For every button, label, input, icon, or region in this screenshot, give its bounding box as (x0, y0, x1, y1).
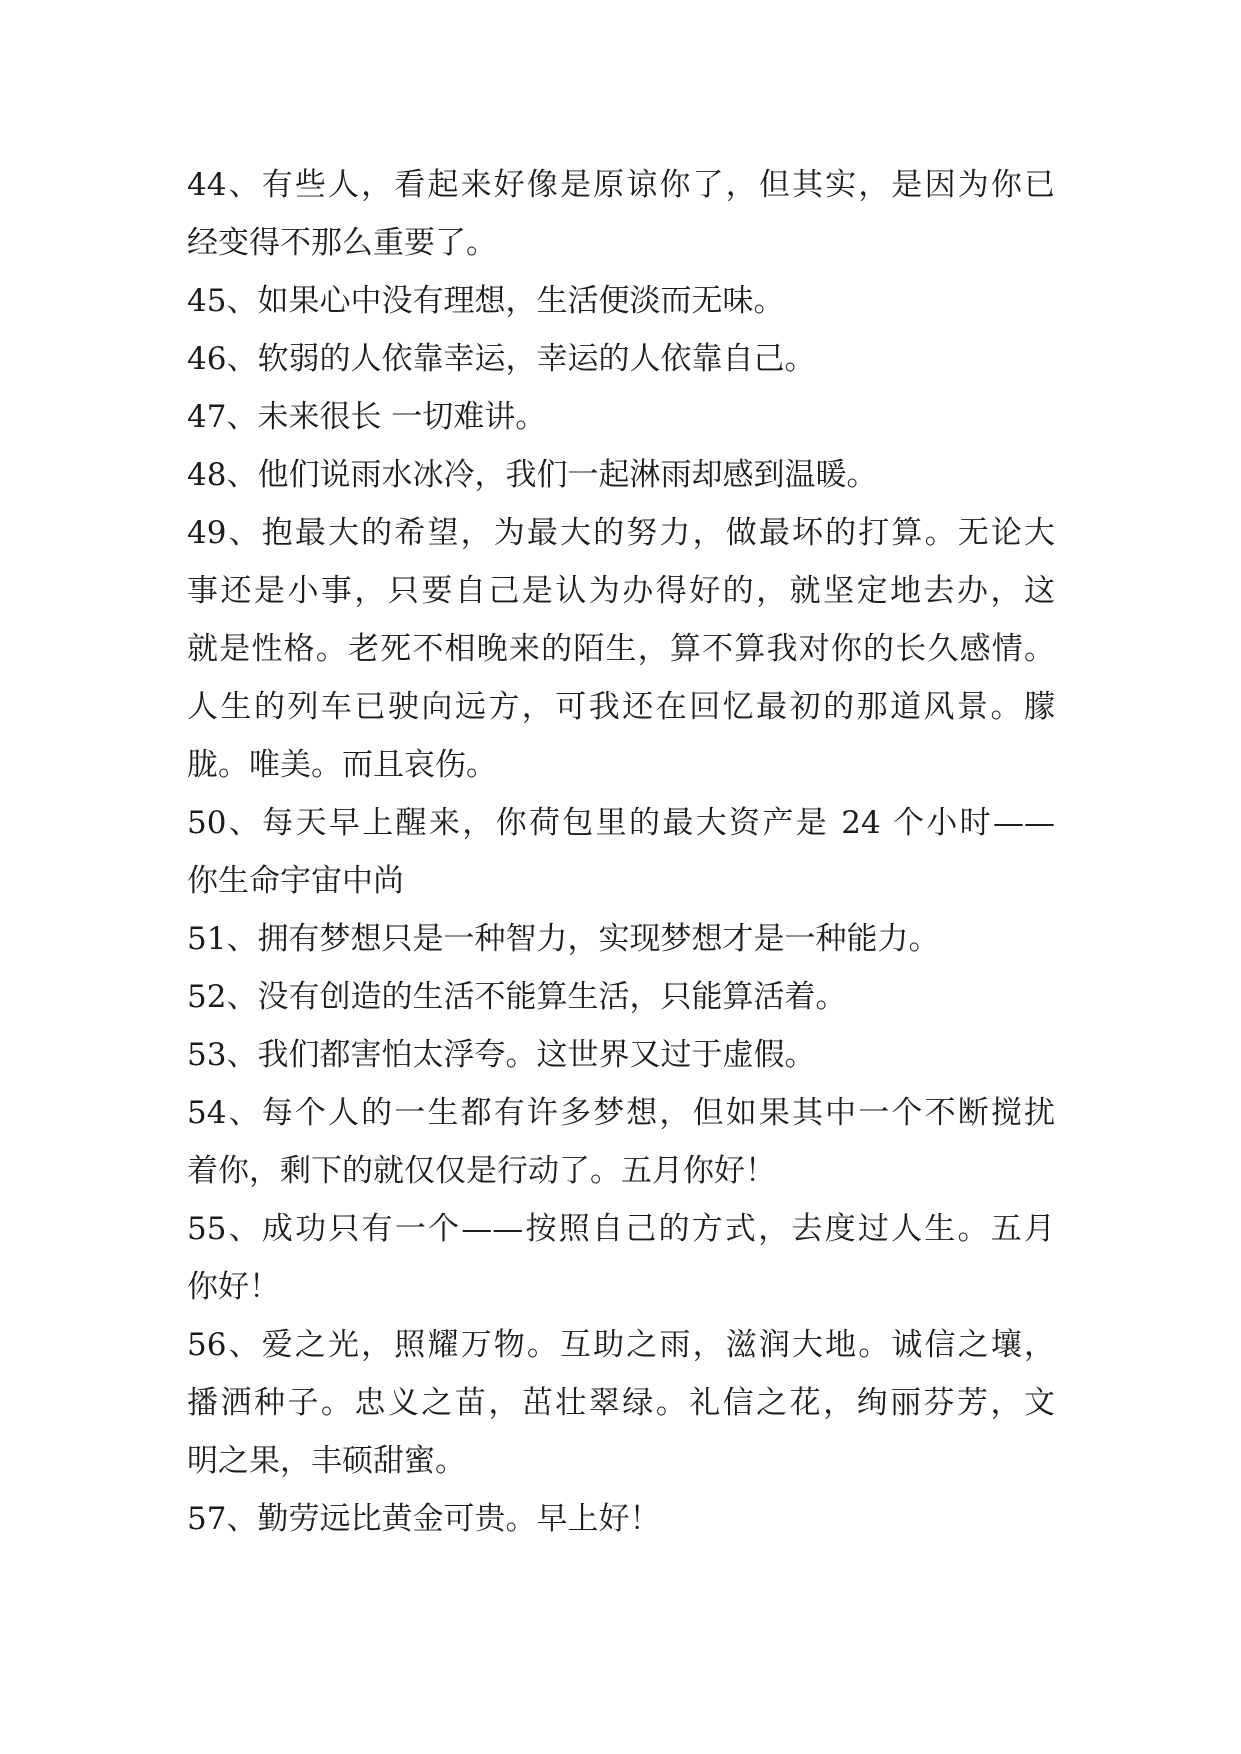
text-line: 53、我们都害怕太浮夸。这世界又过于虚假。 (187, 1037, 816, 1073)
text-line: 50、每天早上醒来，你荷包里的最大资产是 24 个小时—— (187, 805, 1055, 841)
text-line: 人生的列车已驶向远方，可我还在回忆最初的那道风景。朦 (187, 689, 1055, 725)
text-line: 45、如果心中没有理想，生活便淡而无味。 (187, 283, 785, 319)
text-line: 你生命宇宙中尚 (187, 863, 404, 899)
paragraph (187, 794, 1055, 910)
text-line: 明之果，丰硕甜蜜。 (187, 1443, 466, 1479)
text-line: 胧。唯美。而且哀伤。 (187, 747, 497, 783)
text-line: 46、软弱的人依靠幸运，幸运的人依靠自己。 (187, 341, 816, 377)
paragraph (187, 272, 1055, 330)
text-line: 经变得不那么重要了。 (187, 225, 497, 261)
text-line: 49、抱最大的希望，为最大的努力，做最坏的打算。无论大 (187, 515, 1055, 551)
text-line: 事还是小事，只要自己是认为办得好的，就坚定地去办，这 (187, 573, 1055, 609)
text-line: 着你，剩下的就仅仅是行动了。五月你好！ (187, 1153, 776, 1189)
paragraph (187, 1026, 1055, 1084)
paragraph (187, 1316, 1055, 1490)
paragraph (187, 1490, 1055, 1548)
text-line: 52、没有创造的生活不能算生活，只能算活着。 (187, 979, 847, 1015)
text-line: 47、未来很长 一切难讲。 (187, 399, 547, 435)
text-line: 你好！ (187, 1269, 280, 1305)
paragraph (187, 388, 1055, 446)
paragraph (187, 156, 1055, 272)
text-line: 57、勤劳远比黄金可贵。早上好！ (187, 1501, 661, 1537)
paragraph (187, 968, 1055, 1026)
text-line: 48、他们说雨水冰冷，我们一起淋雨却感到温暖。 (187, 457, 878, 493)
paragraph (187, 446, 1055, 504)
document-body (187, 156, 1055, 1548)
text-line: 54、每个人的一生都有许多梦想，但如果其中一个不断搅扰 (187, 1095, 1055, 1131)
text-line: 播洒种子。忠义之苗，茁壮翠绿。礼信之花，绚丽芬芳，文 (187, 1385, 1055, 1421)
paragraph (187, 1200, 1055, 1316)
text-line: 51、拥有梦想只是一种智力，实现梦想才是一种能力。 (187, 921, 940, 957)
paragraph (187, 330, 1055, 388)
text-line: 就是性格。老死不相晚来的陌生，算不算我对你的长久感情。 (187, 631, 1055, 667)
text-line: 55、成功只有一个——按照自己的方式，去度过人生。五月 (187, 1211, 1055, 1247)
paragraph (187, 1084, 1055, 1200)
paragraph (187, 504, 1055, 794)
paragraph (187, 910, 1055, 968)
text-line: 56、爱之光，照耀万物。互助之雨，滋润大地。诚信之壤， (187, 1327, 1055, 1363)
text-line: 44、有些人，看起来好像是原谅你了，但其实，是因为你已 (187, 167, 1055, 203)
